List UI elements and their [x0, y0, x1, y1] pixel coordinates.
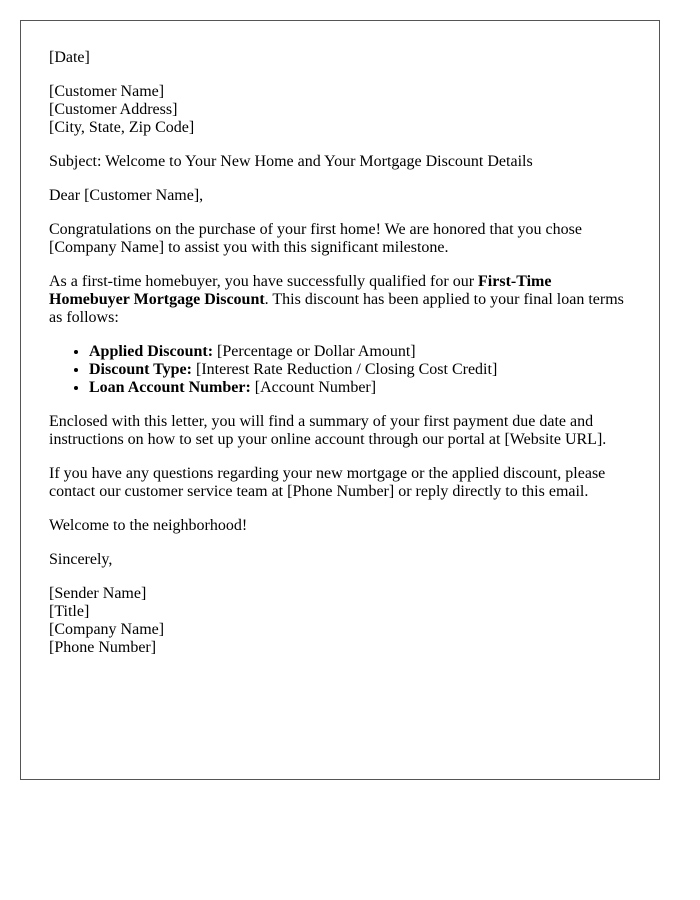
discount-program-name: First-Time Homebuyer Mortgage Discount	[49, 273, 552, 308]
discount-item-value: [Interest Rate Reduction / Closing Cost Credit]	[191, 361, 498, 378]
sender-title: [Title]	[49, 603, 90, 620]
discount-item-label: Applied Discount:	[89, 343, 214, 360]
paragraph-congratulations: Congratulations on the purchase of your first home! We are honored that you chose [Company Name] to assist you with this significant milestone.	[49, 221, 582, 256]
recipient-city-state-zip: [City, State, Zip Code]	[49, 119, 195, 136]
sender-company: [Company Name]	[49, 621, 165, 638]
qualified-text-before: As a first-time homebuyer, you have successfully qualified for our	[49, 273, 479, 290]
letter-subject: Subject: Welcome to Your New Home and Your Mortgage Discount Details	[49, 153, 533, 170]
sender-phone: [Phone Number]	[49, 639, 157, 656]
recipient-address-block	[49, 83, 631, 137]
list-item	[89, 361, 631, 379]
paragraph-welcome: Welcome to the neighborhood!	[49, 517, 248, 534]
discount-item-label: Discount Type:	[89, 361, 192, 378]
paragraph-enclosed: Enclosed with this letter, you will find a summary of your first payment due date and instructions on how to set up your online account through our portal at [Website URL].	[49, 413, 607, 448]
list-item	[89, 343, 631, 361]
paragraph-questions: If you have any questions regarding your new mortgage or the applied discount, please contact our customer service team at [Phone Number] or reply directly to this email.	[49, 465, 606, 500]
letter-closing: Sincerely,	[49, 551, 113, 568]
sender-name: [Sender Name]	[49, 585, 147, 602]
recipient-address: [Customer Address]	[49, 101, 178, 118]
recipient-name: [Customer Name]	[49, 83, 165, 100]
letter-page	[20, 20, 660, 780]
list-item	[89, 379, 631, 397]
letter-salutation: Dear [Customer Name],	[49, 187, 204, 204]
discount-item-label: Loan Account Number:	[89, 379, 251, 396]
signature-block	[49, 585, 631, 657]
discount-details-list	[49, 343, 631, 397]
paragraph-qualified	[49, 273, 631, 327]
discount-item-value: [Percentage or Dollar Amount]	[213, 343, 416, 360]
qualified-text-after: . This discount has been applied to your final loan terms as follows:	[49, 291, 624, 326]
letter-date: [Date]	[49, 49, 90, 66]
discount-item-value: [Account Number]	[250, 379, 377, 396]
